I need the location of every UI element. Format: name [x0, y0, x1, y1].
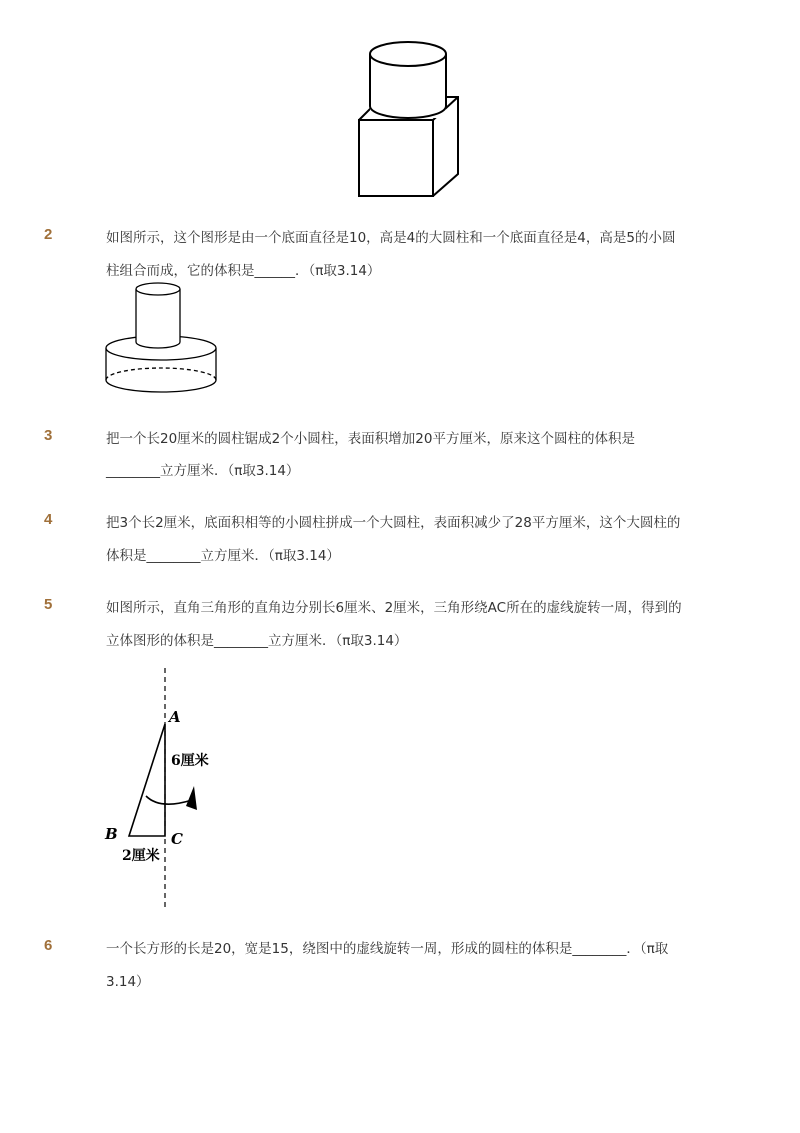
question-number: 6 [44, 937, 53, 954]
question-text-line: 把3个长2厘米，底面积相等的小圆柱拼成一个大圆柱，表面积减少了28平方厘米，这个大圆柱的 [106, 515, 681, 531]
question-text-line: 体积是________立方厘米．（π取3.14） [106, 548, 340, 564]
cylinder-on-cube-figure [350, 36, 465, 202]
right-triangle [129, 724, 165, 836]
question-text-line: 立体图形的体积是________立方厘米．（π取3.14） [106, 633, 408, 649]
question-text-line: 柱组合而成，它的体积是______．（π取3.14） [106, 263, 381, 279]
question-number: 4 [44, 511, 53, 528]
rotation-arrow [146, 796, 192, 804]
question-text-line: 如图所示，这个图形是由一个底面直径是10，高是4的大圆柱和一个底面直径是4，高是5的小圆 [106, 230, 676, 246]
label-a: A [169, 708, 181, 726]
label-horizontal-length: 2厘米 [122, 848, 160, 864]
label-b: B [105, 825, 118, 843]
stacked-cylinders-figure [100, 280, 222, 398]
question-text-line: 3.14） [106, 974, 150, 990]
question-text-line: 把一个长20厘米的圆柱锯成2个小圆柱，表面积增加20平方厘米，原来这个圆柱的体积是 [106, 431, 635, 447]
question-number: 5 [44, 596, 53, 613]
arrowhead [186, 786, 197, 810]
question-text-line: ________立方厘米．（π取3.14） [106, 463, 300, 479]
question-text-line: 一个长方形的长是20，宽是15，绕图中的虚线旋转一周，形成的圆柱的体积是________．（π取 [106, 941, 669, 957]
triangle-rotation-figure [100, 660, 230, 915]
label-c: C [171, 830, 183, 848]
label-vertical-length: 6厘米 [171, 753, 209, 769]
question-number: 3 [44, 427, 53, 444]
question-number: 2 [44, 226, 53, 243]
question-text-line: 如图所示，直角三角形的直角边分别长6厘米、2厘米，三角形绕AC所在的虚线旋转一周，得到的 [106, 600, 682, 616]
